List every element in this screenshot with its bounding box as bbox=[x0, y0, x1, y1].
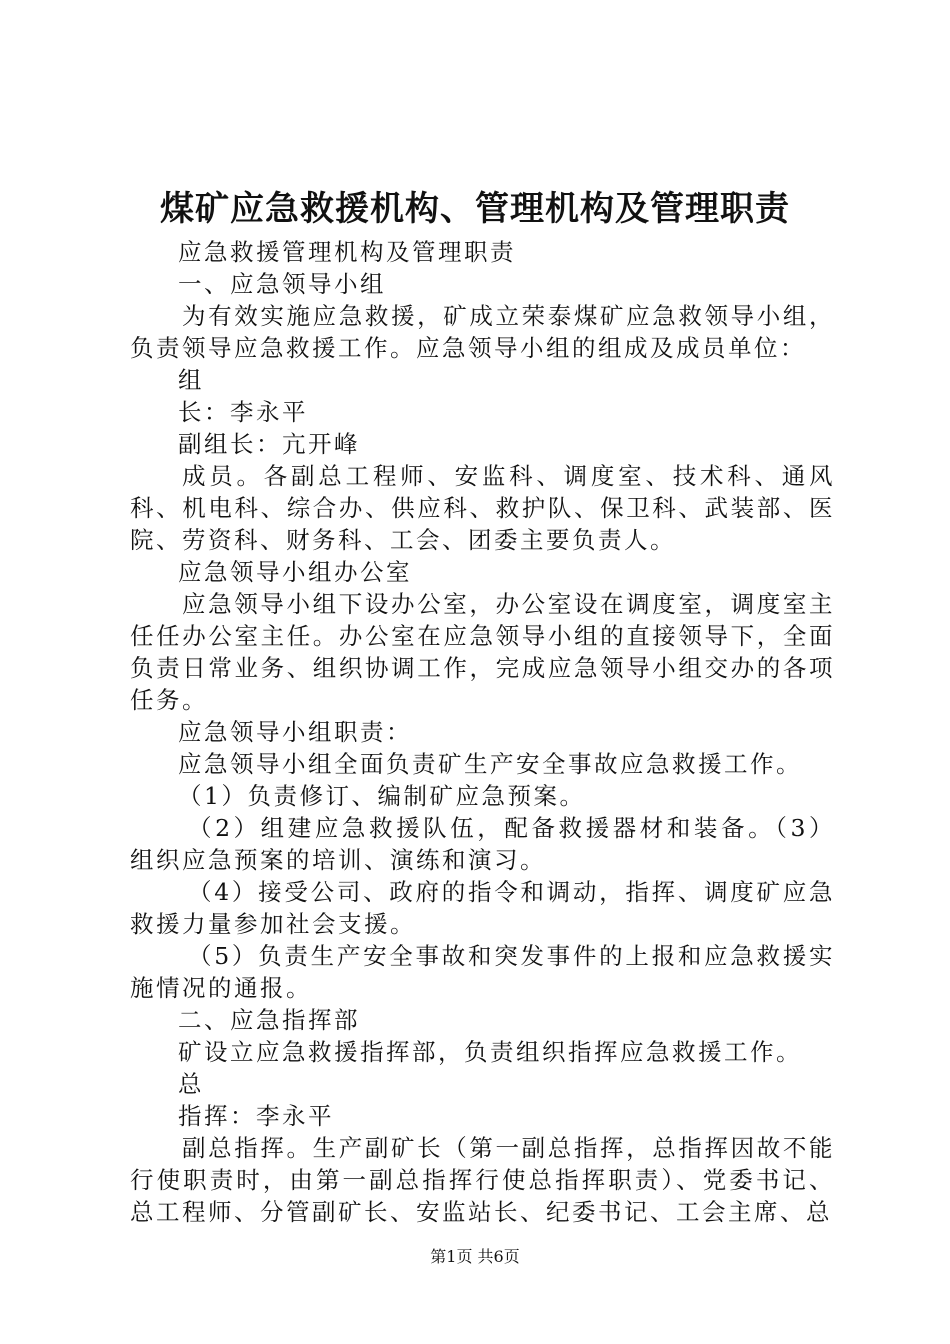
section-heading: 二、应急指挥部 bbox=[178, 1006, 360, 1034]
paragraph: 副总指挥。生产副矿长（第一副总指挥，总指挥因故不能行使职责时，由第一副总指挥行使总指挥职责）、党委书记、总工程师、分管副矿长、安监站长、纪委书记、工会主席、总 bbox=[130, 1134, 835, 1226]
document-body bbox=[130, 236, 835, 1228]
list-item: （1）负责修订、编制矿应急预案。 bbox=[178, 782, 586, 810]
paragraph: 指挥：李永平 bbox=[178, 1102, 334, 1130]
document-title: 煤矿应急救援机构、管理机构及管理职责 bbox=[160, 189, 790, 229]
list-item: （4）接受公司、政府的指令和调动，指挥、调度矿应急救援力量参加社会支援。 bbox=[130, 878, 835, 938]
paragraph: 矿设立应急救援指挥部，负责组织指挥应急救援工作。 bbox=[178, 1038, 802, 1066]
paragraph: 应急领导小组办公室 bbox=[178, 558, 412, 586]
paragraph: 应急领导小组全面负责矿生产安全事故应急救援工作。 bbox=[178, 750, 802, 778]
paragraph: 成员。各副总工程师、安监科、调度室、技术科、通风科、机电科、综合办、供应科、救护队、保卫科、武装部、医院、劳资科、财务科、工会、团委主要负责人。 bbox=[130, 462, 835, 554]
paragraph: 应急领导小组下设办公室，办公室设在调度室，调度室主任任办公室主任。办公室在应急领导小组的直接领导下，全面负责日常业务、组织协调工作，完成应急领导小组交办的各项任务。 bbox=[130, 590, 835, 714]
paragraph: 应急领导小组职责： bbox=[178, 718, 412, 746]
paragraph-heading: 应急救援管理机构及管理职责 bbox=[178, 238, 516, 266]
paragraph: 总 bbox=[178, 1070, 204, 1098]
paragraph: 组 bbox=[178, 366, 204, 394]
list-item: （2）组建应急救援队伍，配备救援器材和装备。（3）组织应急预案的培训、演练和演习。 bbox=[130, 814, 835, 874]
page-footer: 第1页 共6页 bbox=[430, 1247, 520, 1266]
paragraph: 为有效实施应急救援，矿成立荣泰煤矿应急救领导小组，负责领导应急救援工作。应急领导小组的组成及成员单位： bbox=[130, 302, 835, 362]
paragraph: 长：李永平 bbox=[178, 398, 308, 426]
section-heading: 一、应急领导小组 bbox=[178, 270, 386, 298]
paragraph: 副组长：亢开峰 bbox=[178, 430, 360, 458]
list-item: （5）负责生产安全事故和突发事件的上报和应急救援实施情况的通报。 bbox=[130, 942, 835, 1002]
